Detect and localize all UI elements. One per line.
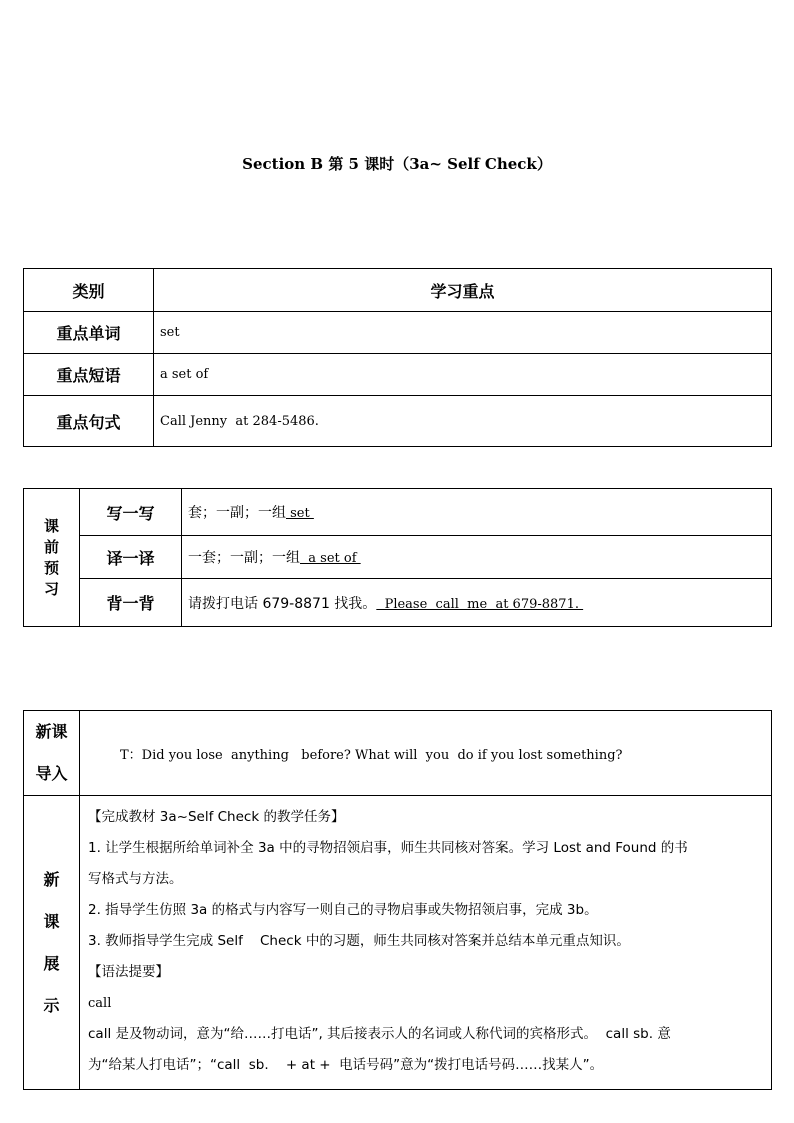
table-row bbox=[24, 711, 772, 796]
preview-table bbox=[23, 488, 772, 627]
row-content-recite: 请拨打电话 679-8871 找我。 Please call me at 679-8871. bbox=[182, 579, 772, 627]
grammar-explanation: call 是及物动词，意为“给……打电话”, 其后接表示人的名词或人称代词的宾格形式。 call sb. 意 bbox=[88, 1026, 671, 1042]
task-heading: 【完成教材 3a~Self Check 的教学任务】 bbox=[88, 809, 345, 825]
row-label-translate: 译一译 bbox=[80, 536, 182, 579]
show-label: 新 课 展 示 bbox=[24, 796, 80, 1090]
table-row bbox=[24, 312, 772, 354]
task-step-1: 1. 让学生根据所给单词补全 3a 中的寻物招领启事，师生共同核对答案。学习 Lost and Found 的书 bbox=[88, 840, 688, 856]
row-label-write: 写一写 bbox=[80, 489, 182, 536]
lesson-table bbox=[23, 710, 772, 1090]
table-row bbox=[24, 489, 772, 536]
row-value-phrases: a set of bbox=[154, 354, 772, 396]
answer-blank: a set of bbox=[300, 551, 361, 566]
header-category: 类别 bbox=[24, 269, 154, 312]
row-value-sentences: Call Jenny at 284-5486. bbox=[154, 396, 772, 447]
grammar-term: call bbox=[88, 996, 112, 1011]
row-label-phrases: 重点短语 bbox=[24, 354, 154, 396]
row-content-translate: 一套；一副；一组 a set of bbox=[182, 536, 772, 579]
focus-table bbox=[23, 268, 772, 447]
table-header-row bbox=[24, 269, 772, 312]
grammar-explanation-cont: 为“给某人打电话”；“call sb. + at + 电话号码”意为“拨打电话号码……找某人”。 bbox=[88, 1057, 604, 1073]
table-row bbox=[24, 796, 772, 1090]
row-label-words: 重点单词 bbox=[24, 312, 154, 354]
row-label-sentences: 重点句式 bbox=[24, 396, 154, 447]
table-row bbox=[24, 354, 772, 396]
task-step-2: 2. 指导学生仿照 3a 的格式与内容写一则自己的寻物启事或失物招领启事，完成 3b。 bbox=[88, 902, 598, 918]
header-focus: 学习重点 bbox=[154, 269, 772, 312]
row-value-words: set bbox=[154, 312, 772, 354]
table-row bbox=[24, 579, 772, 627]
row-label-recite: 背一背 bbox=[80, 579, 182, 627]
intro-label: 新课 导入 bbox=[24, 711, 80, 796]
intro-text: T：Did you lose anything before? What will you do if you lost something? bbox=[80, 711, 772, 796]
table-row bbox=[24, 396, 772, 447]
task-step-1-cont: 写格式与方法。 bbox=[88, 871, 183, 887]
show-content bbox=[80, 796, 772, 1090]
grammar-heading: 【语法提要】 bbox=[88, 964, 169, 980]
preview-side-label: 课 前 预 习 bbox=[24, 489, 80, 627]
page-title: Section B 第 5 课时（3a~ Self Check） bbox=[242, 155, 552, 173]
answer-blank: Please call me at 679-8871. bbox=[376, 596, 584, 612]
task-step-3: 3. 教师指导学生完成 Self Check 中的习题，师生共同核对答案并总结本单元重点知识。 bbox=[88, 933, 630, 949]
row-content-write: 套；一副；一组 set bbox=[182, 489, 772, 536]
table-row bbox=[24, 536, 772, 579]
answer-blank: set bbox=[286, 506, 314, 521]
